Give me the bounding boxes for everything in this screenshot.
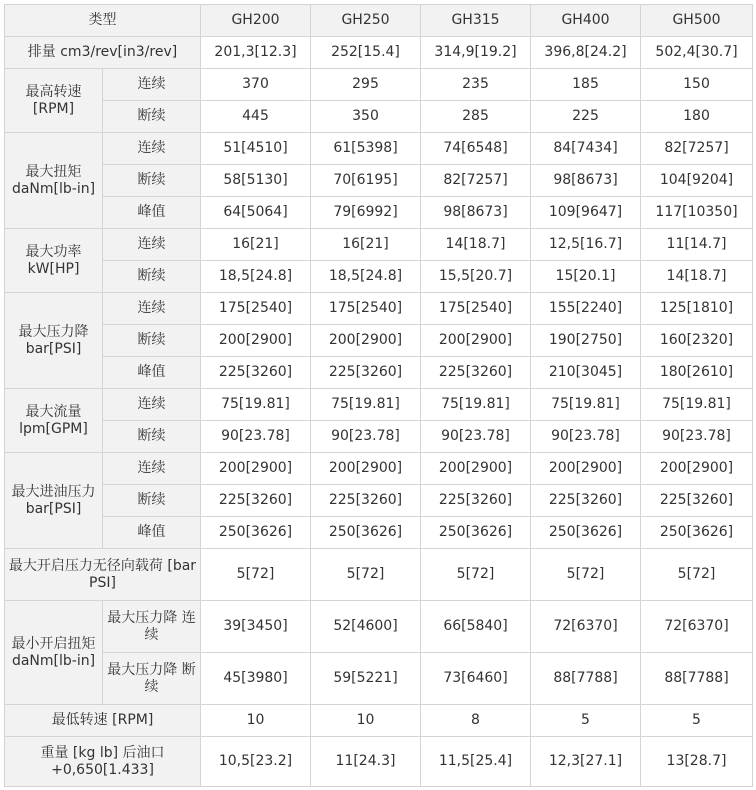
table-cell: 225[3260] — [201, 357, 311, 389]
table-cell: 10,5[23.2] — [201, 737, 311, 787]
sub-label: 连续 — [103, 69, 201, 101]
table-cell: 201,3[12.3] — [201, 37, 311, 69]
table-cell: 125[1810] — [641, 293, 753, 325]
sub-label: 连续 — [103, 229, 201, 261]
table-cell: 5[72] — [531, 549, 641, 601]
sub-label: 峰值 — [103, 357, 201, 389]
table-cell: 250[3626] — [311, 517, 421, 549]
table-row — [5, 37, 753, 69]
table-row — [5, 421, 753, 453]
table-cell: 180[2610] — [641, 357, 753, 389]
sub-label: 峰值 — [103, 197, 201, 229]
sub-label: 断续 — [103, 325, 201, 357]
table-cell: 117[10350] — [641, 197, 753, 229]
table-cell: 84[7434] — [531, 133, 641, 165]
table-cell: 90[23.78] — [531, 421, 641, 453]
table-cell: 200[2900] — [421, 325, 531, 357]
table-row — [5, 165, 753, 197]
min-startup-torque-label: 最小开启扭矩 daNm[lb-in] — [5, 601, 103, 705]
table-cell: 12,5[16.7] — [531, 229, 641, 261]
table-cell: 10 — [311, 705, 421, 737]
table-cell: 225[3260] — [531, 485, 641, 517]
table-row — [5, 69, 753, 101]
table-cell: 285 — [421, 101, 531, 133]
sub-label: 断续 — [103, 101, 201, 133]
table-row — [5, 133, 753, 165]
table-cell: 5[72] — [201, 549, 311, 601]
table-cell: 59[5221] — [311, 653, 421, 705]
table-cell: 66[5840] — [421, 601, 531, 653]
table-cell: 295 — [311, 69, 421, 101]
table-cell: 225[3260] — [421, 485, 531, 517]
table-row — [5, 705, 753, 737]
table-cell: 200[2900] — [531, 453, 641, 485]
table-row — [5, 653, 753, 705]
type-header: 类型 — [5, 5, 201, 37]
table-cell: 8 — [421, 705, 531, 737]
table-row — [5, 261, 753, 293]
table-row — [5, 389, 753, 421]
table-cell: 52[4600] — [311, 601, 421, 653]
table-cell: 250[3626] — [641, 517, 753, 549]
table-cell: 104[9204] — [641, 165, 753, 197]
model-header: GH315 — [421, 5, 531, 37]
sub-label: 最大压力降 断续 — [103, 653, 201, 705]
table-cell: 225[3260] — [201, 485, 311, 517]
table-cell: 225[3260] — [421, 357, 531, 389]
table-cell: 88[7788] — [531, 653, 641, 705]
table-cell: 11[14.7] — [641, 229, 753, 261]
table-row — [5, 737, 753, 787]
table-cell: 235 — [421, 69, 531, 101]
table-cell: 250[3626] — [421, 517, 531, 549]
table-cell: 396,8[24.2] — [531, 37, 641, 69]
max-speed-label: 最高转速 [RPM] — [5, 69, 103, 133]
table-cell: 200[2900] — [641, 453, 753, 485]
table-cell: 250[3626] — [201, 517, 311, 549]
table-row — [5, 101, 753, 133]
table-cell: 75[19.81] — [531, 389, 641, 421]
table-cell: 314,9[19.2] — [421, 37, 531, 69]
table-cell: 75[19.81] — [421, 389, 531, 421]
table-cell: 14[18.7] — [421, 229, 531, 261]
table-cell: 39[3450] — [201, 601, 311, 653]
table-cell: 190[2750] — [531, 325, 641, 357]
table-cell: 175[2540] — [421, 293, 531, 325]
table-cell: 12,3[27.1] — [531, 737, 641, 787]
table-cell: 15[20.1] — [531, 261, 641, 293]
header-row — [5, 5, 753, 37]
table-cell: 370 — [201, 69, 311, 101]
table-cell: 11,5[25.4] — [421, 737, 531, 787]
table-cell: 45[3980] — [201, 653, 311, 705]
table-cell: 155[2240] — [531, 293, 641, 325]
table-cell: 90[23.78] — [641, 421, 753, 453]
table-cell: 70[6195] — [311, 165, 421, 197]
table-row — [5, 293, 753, 325]
table-cell: 5 — [641, 705, 753, 737]
table-cell: 200[2900] — [201, 453, 311, 485]
table-cell: 502,4[30.7] — [641, 37, 753, 69]
sub-label: 断续 — [103, 261, 201, 293]
table-cell: 18,5[24.8] — [311, 261, 421, 293]
table-cell: 88[7788] — [641, 653, 753, 705]
sub-label: 断续 — [103, 421, 201, 453]
table-cell: 5[72] — [421, 549, 531, 601]
table-cell: 13[28.7] — [641, 737, 753, 787]
table-cell: 61[5398] — [311, 133, 421, 165]
table-cell: 250[3626] — [531, 517, 641, 549]
model-header: GH250 — [311, 5, 421, 37]
max-torque-label: 最大扭矩 daNm[lb-in] — [5, 133, 103, 229]
model-header: GH500 — [641, 5, 753, 37]
table-cell: 74[6548] — [421, 133, 531, 165]
table-row — [5, 601, 753, 653]
table-cell: 98[8673] — [421, 197, 531, 229]
table-row — [5, 549, 753, 601]
displacement-label: 排量 cm3/rev[in3/rev] — [5, 37, 201, 69]
sub-label: 连续 — [103, 389, 201, 421]
model-header: GH400 — [531, 5, 641, 37]
table-cell: 72[6370] — [531, 601, 641, 653]
sub-label: 峰值 — [103, 517, 201, 549]
table-cell: 73[6460] — [421, 653, 531, 705]
table-cell: 225[3260] — [311, 357, 421, 389]
weight-label: 重量 [kg lb] 后油口 +0,650[1.433] — [5, 737, 201, 787]
table-cell: 200[2900] — [201, 325, 311, 357]
table-row — [5, 357, 753, 389]
max-breakout-pressure-label: 最大开启压力无径向载荷 [bar PSI] — [5, 549, 201, 601]
table-row — [5, 453, 753, 485]
table-cell: 225[3260] — [641, 485, 753, 517]
table-cell: 90[23.78] — [311, 421, 421, 453]
table-cell: 225[3260] — [311, 485, 421, 517]
table-row — [5, 485, 753, 517]
table-cell: 200[2900] — [311, 325, 421, 357]
table-cell: 200[2900] — [311, 453, 421, 485]
table-row — [5, 229, 753, 261]
table-cell: 16[21] — [311, 229, 421, 261]
table-cell: 10 — [201, 705, 311, 737]
table-cell: 58[5130] — [201, 165, 311, 197]
table-cell: 252[15.4] — [311, 37, 421, 69]
max-flow-label: 最大流量 lpm[GPM] — [5, 389, 103, 453]
table-cell: 175[2540] — [311, 293, 421, 325]
sub-label: 最大压力降 连续 — [103, 601, 201, 653]
table-cell: 11[24.3] — [311, 737, 421, 787]
table-cell: 75[19.81] — [641, 389, 753, 421]
table-cell: 15,5[20.7] — [421, 261, 531, 293]
table-cell: 79[6992] — [311, 197, 421, 229]
table-cell: 82[7257] — [421, 165, 531, 197]
sub-label: 连续 — [103, 133, 201, 165]
sub-label: 断续 — [103, 485, 201, 517]
table-cell: 225 — [531, 101, 641, 133]
min-speed-label: 最低转速 [RPM] — [5, 705, 201, 737]
sub-label: 连续 — [103, 293, 201, 325]
table-cell: 5 — [531, 705, 641, 737]
table-cell: 82[7257] — [641, 133, 753, 165]
max-inlet-pressure-label: 最大进油压力bar[PSI] — [5, 453, 103, 549]
max-power-label: 最大功率 kW[HP] — [5, 229, 103, 293]
table-cell: 51[4510] — [201, 133, 311, 165]
sub-label: 断续 — [103, 165, 201, 197]
table-cell: 90[23.78] — [201, 421, 311, 453]
table-cell: 5[72] — [641, 549, 753, 601]
table-row — [5, 197, 753, 229]
table-cell: 64[5064] — [201, 197, 311, 229]
table-cell: 18,5[24.8] — [201, 261, 311, 293]
max-pressure-drop-label: 最大压力降 bar[PSI] — [5, 293, 103, 389]
table-cell: 16[21] — [201, 229, 311, 261]
table-cell: 109[9647] — [531, 197, 641, 229]
table-cell: 185 — [531, 69, 641, 101]
table-cell: 180 — [641, 101, 753, 133]
table-cell: 14[18.7] — [641, 261, 753, 293]
table-cell: 445 — [201, 101, 311, 133]
table-cell: 160[2320] — [641, 325, 753, 357]
spec-table — [4, 4, 753, 787]
table-cell: 72[6370] — [641, 601, 753, 653]
table-cell: 175[2540] — [201, 293, 311, 325]
table-cell: 5[72] — [311, 549, 421, 601]
table-cell: 75[19.81] — [201, 389, 311, 421]
table-row — [5, 325, 753, 357]
model-header: GH200 — [201, 5, 311, 37]
table-cell: 210[3045] — [531, 357, 641, 389]
sub-label: 连续 — [103, 453, 201, 485]
table-cell: 75[19.81] — [311, 389, 421, 421]
table-cell: 200[2900] — [421, 453, 531, 485]
table-cell: 90[23.78] — [421, 421, 531, 453]
table-cell: 350 — [311, 101, 421, 133]
table-cell: 98[8673] — [531, 165, 641, 197]
table-row — [5, 517, 753, 549]
table-cell: 150 — [641, 69, 753, 101]
